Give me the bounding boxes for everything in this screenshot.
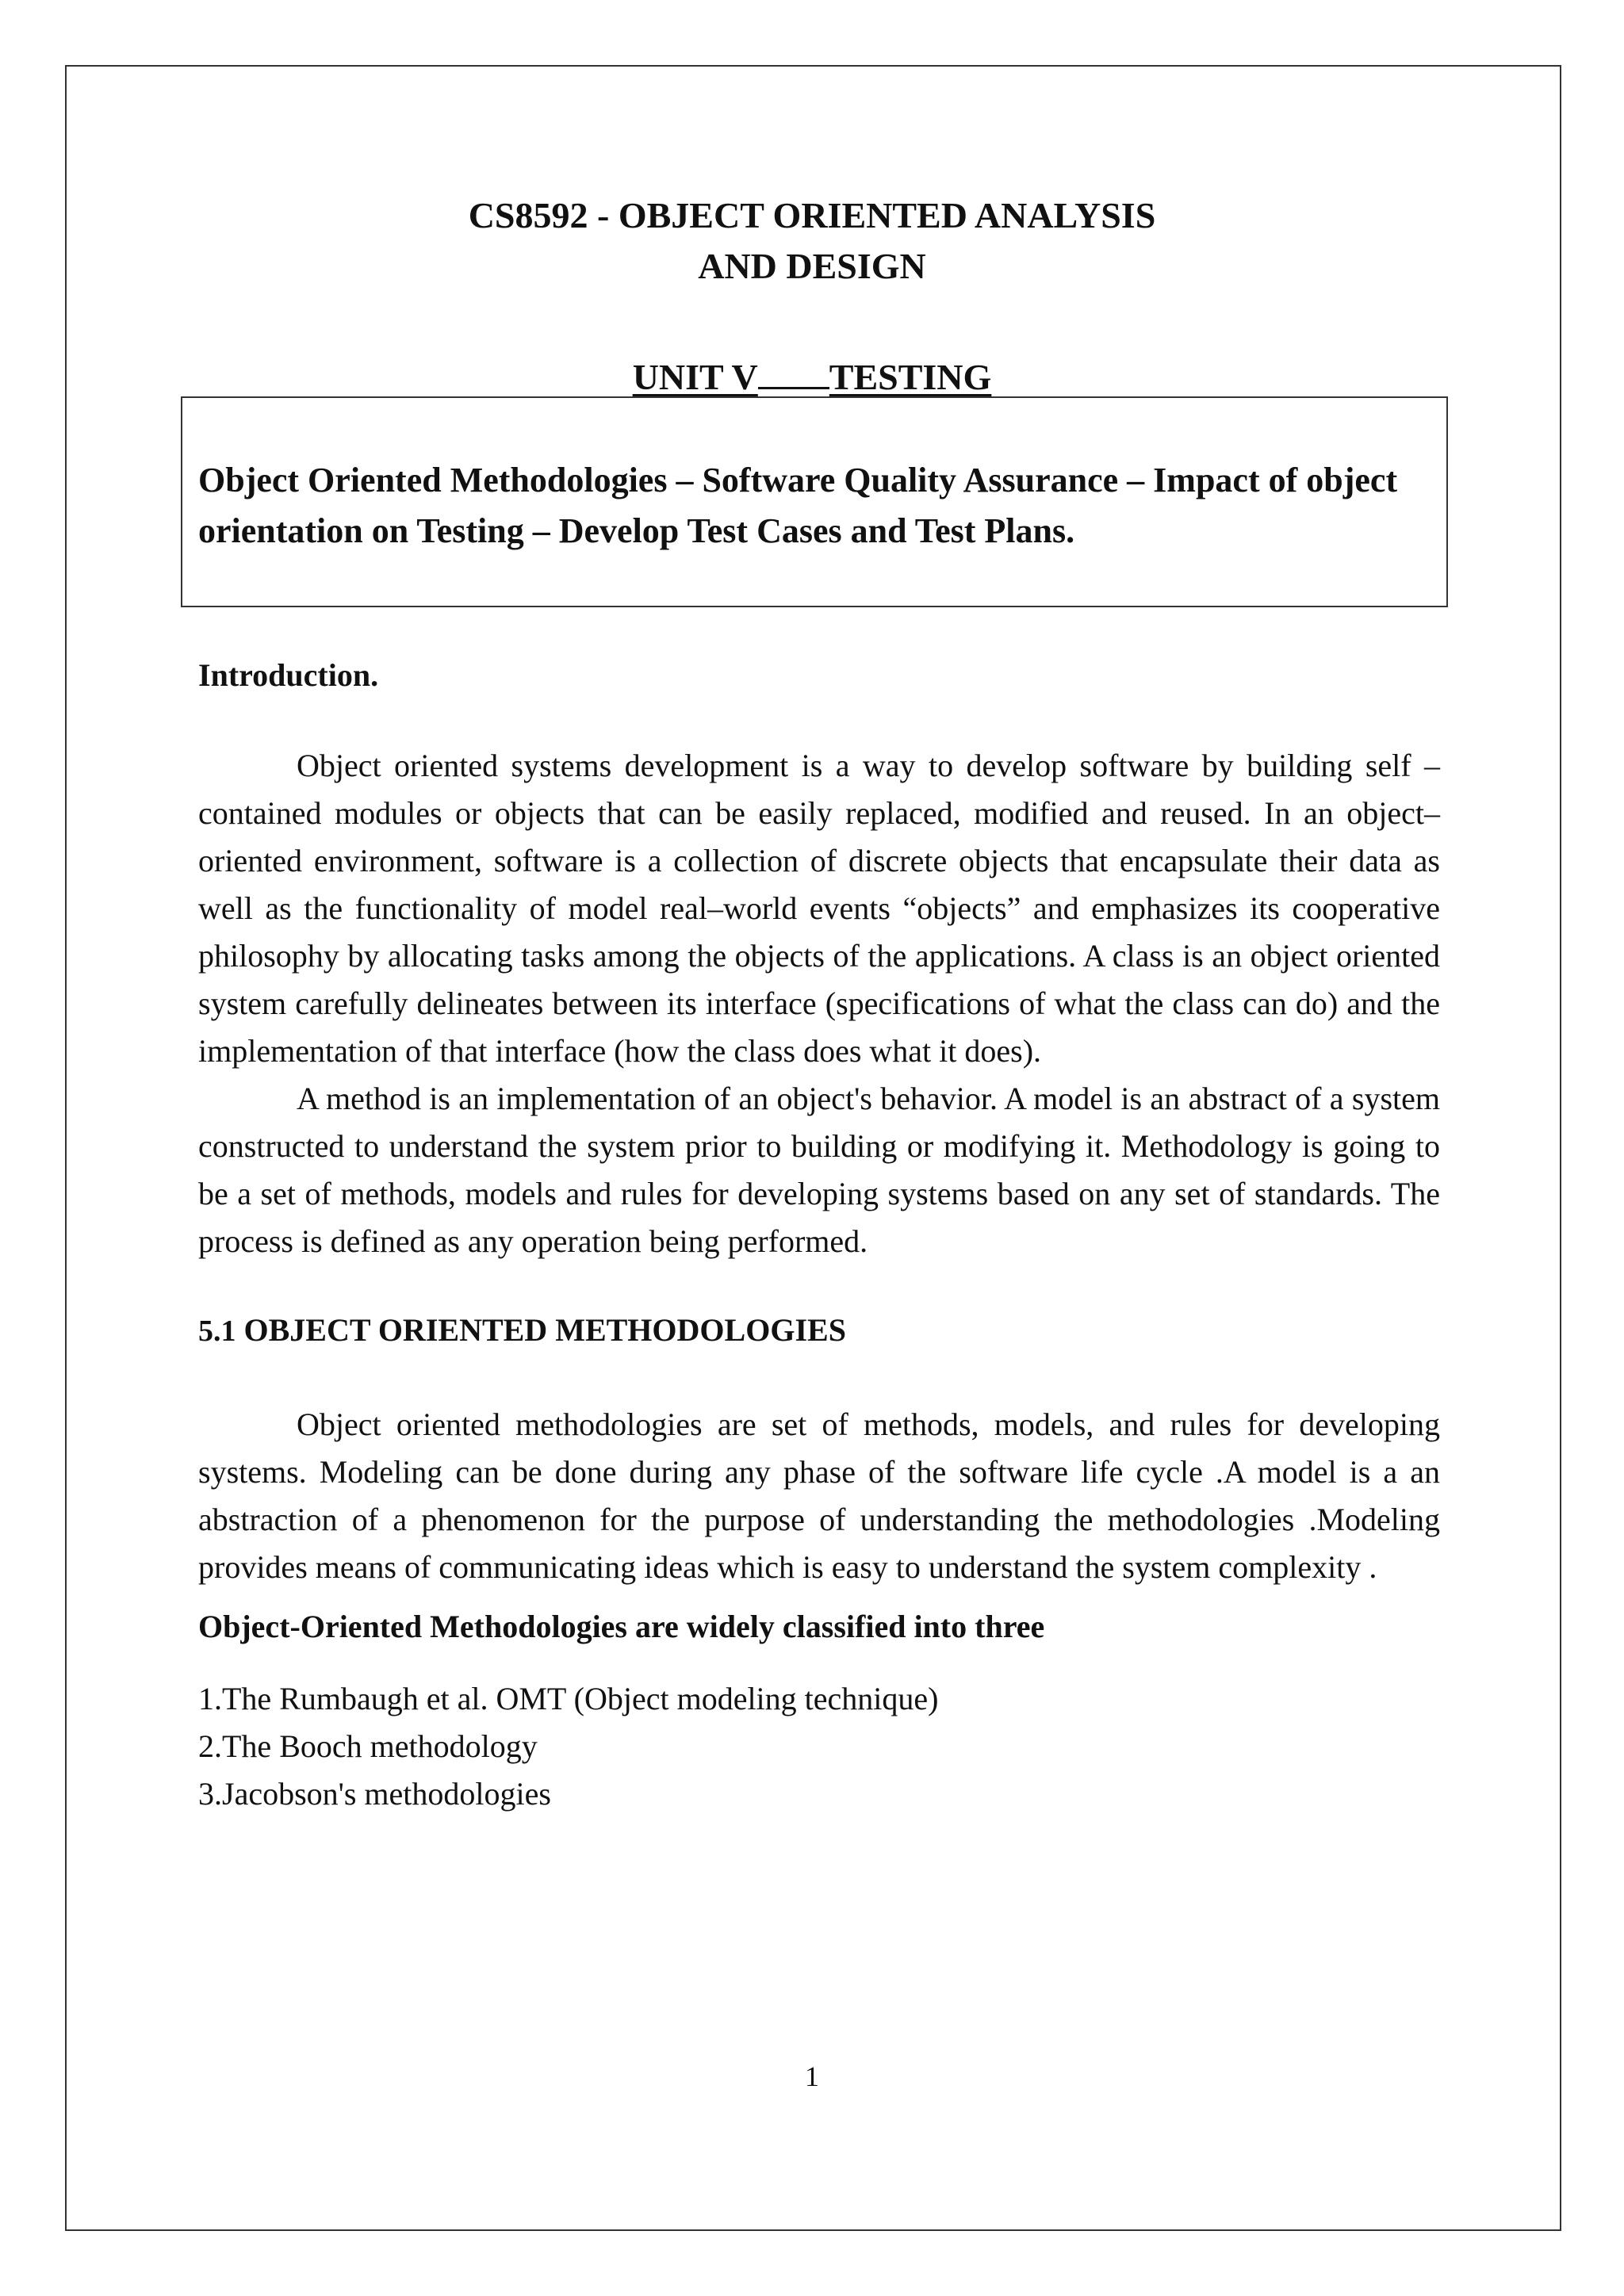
list-item: 2.The Booch methodology xyxy=(198,1728,538,1764)
syllabus-text: Object Oriented Methodologies – Software Quality Assurance – Impact of object orientation on Testing – Develop Test Cases and Test Plans. xyxy=(198,461,1398,550)
introduction-paragraph-1: Object oriented systems development is a way to develop software by building self – contained modules or objects that can be easily replaced, modified and reused. In an object–oriented environment, software is a collection of discrete objects that encapsulate their data as well as the functionality of model real–world events “objects” and emphasizes its cooperative philosophy by allocating tasks among the objects of the applications. A class is an object oriented system carefully delineates between its interface (specifications of what the class can do) and the implementation of that interface (how the class does what it does). xyxy=(198,748,1440,1069)
unit-topic: TESTING xyxy=(829,357,992,397)
list-item: 3.Jacobson's methodologies xyxy=(198,1776,551,1812)
unit-underline-gap xyxy=(758,352,829,389)
section-number: 5.1 xyxy=(198,1314,236,1348)
section-title: OBJECT ORIENTED METHODOLOGIES xyxy=(243,1312,846,1348)
document-title-line2: AND DESIGN xyxy=(698,246,926,286)
document-title-line1: CS8592 - OBJECT ORIENTED ANALYSIS xyxy=(468,195,1156,235)
syllabus-box xyxy=(181,396,1448,607)
page-number: 1 xyxy=(805,2061,819,2092)
classification-heading: Object-Oriented Methodologies are widely classified into three xyxy=(198,1609,1045,1644)
introduction-heading: Introduction. xyxy=(198,657,379,693)
introduction-paragraph-2: A method is an implementation of an object's behavior. A model is an abstract of a system constructed to understand the system prior to building or modifying it. Methodology is going to be a set of methods, models and rules for developing systems based on any set of standards. The process is defined as any operation being performed. xyxy=(198,1081,1440,1259)
unit-heading xyxy=(0,352,1624,403)
list-item: 1.The Rumbaugh et al. OMT (Object modeling technique) xyxy=(198,1681,939,1716)
section-5-1-heading xyxy=(198,1307,1440,1355)
unit-label: UNIT V xyxy=(632,357,758,397)
page-content xyxy=(198,652,1440,1815)
section-5-1-paragraph: Object oriented methodologies are set of methods, models, and rules for developing systems. Modeling can be done during any phase of the software life cycle .A model is a an abstraction of a phenomenon for the purpose of understanding the methodologies .Modeling provides means of communicating ideas which is easy to understand the system complexity . xyxy=(198,1406,1440,1585)
